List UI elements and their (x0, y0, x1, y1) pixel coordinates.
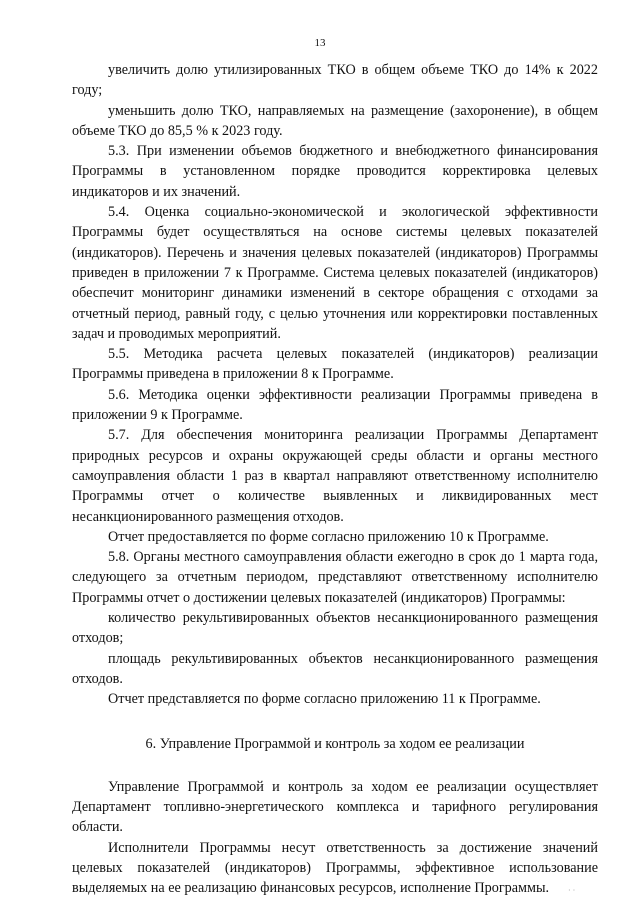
page-number: 13 (314, 37, 326, 49)
document-body (72, 60, 598, 899)
scan-artifact: · · (568, 886, 576, 895)
paragraph: количество рекультивированных объектов несанкционированного размещения отходов; (72, 610, 598, 647)
paragraph: площадь рекультивированных объектов несанкционированного размещения отходов. (72, 650, 598, 687)
paragraph: 5.3. При изменении объемов бюджетного и внебюджетного финансирования Программы в установленном порядке проводится корректировка целевых индикаторов и их значений. (72, 143, 598, 200)
paragraph: Отчет предоставляется по форме согласно приложению 10 к Программе. (108, 528, 549, 545)
paragraph: Отчет представляется по форме согласно приложению 11 к Программе. (108, 691, 541, 708)
paragraph: 5.8. Органы местного самоуправления области ежегодно в срок до 1 марта года, следующего за отчетным периодом, представляют ответственному исполнителю Программы отчет о достижении целевых показателей (индикаторов) Программы: (72, 549, 598, 606)
paragraph: 5.5. Методика расчета целевых показателей (индикаторов) реализации Программы приведена в приложении 8 к Программе. (72, 346, 598, 383)
section-heading: 6. Управление Программой и контроль за ходом ее реализации (145, 735, 525, 752)
paragraph: увеличить долю утилизированных ТКО в общем объеме ТКО до 14% к 2022 году; (72, 62, 598, 99)
paragraph: Исполнители Программы несут ответственность за достижение значений целевых показателей (индикаторов) Программы, эффективное использование выделяемых на ее реализацию финансовых ресурсов, исполнение Программы. (72, 839, 598, 897)
paragraph: 5.4. Оценка социально-экономической и экологической эффективности Программы будет осуществляться на основе системы целевых показателей (индикаторов). Перечень и значения целевых показателей (индикаторов) Программы приведен в приложении 7 к Программе. Система целевых показателей (индикаторов) обеспечит мониторинг динамики изменений в секторе обращения с отходами за отчетный период, равный году, с целью уточнения или корректировки поставленных задач и проводимых мероприятий. (72, 204, 598, 342)
paragraph: Управление Программой и контроль за ходом ее реализации осуществляет Департамент топливно-энергетического комплекса и тарифного регулирования области. (72, 778, 598, 836)
paragraph: 5.6. Методика оценки эффективности реализации Программы приведена в приложении 9 к Программе. (72, 386, 598, 424)
paragraph: уменьшить долю ТКО, направляемых на размещение (захоронение), в общем объеме ТКО до 85,5 % к 2023 году. (72, 102, 598, 139)
paragraph: 5.7. Для обеспечения мониторинга реализации Программы Департамент природных ресурсов и охраны окружающей среды области и органы местного самоуправления области 1 раз в квартал направляют ответственному исполнителю Программы отчет о количестве выявленных и ликвидированных мест несанкционированного размещения отходов. (72, 427, 598, 525)
